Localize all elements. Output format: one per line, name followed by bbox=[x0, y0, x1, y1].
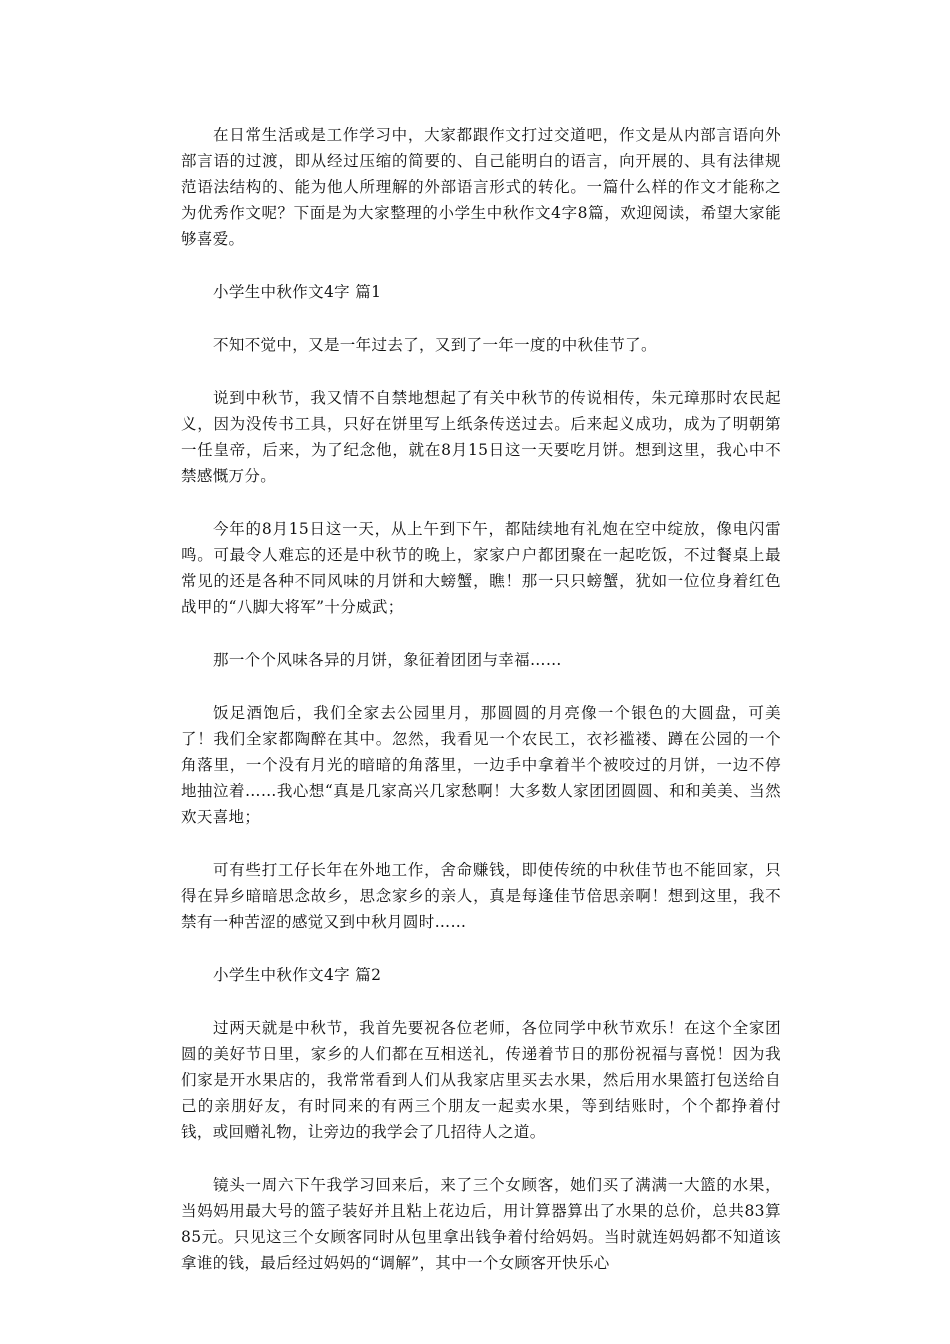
document-body bbox=[181, 122, 781, 1303]
paragraph: 那一个个风味各异的月饼，象征着团团与幸福…… bbox=[213, 651, 562, 669]
intro-paragraph: 在日常生活或是工作学习中，大家都跟作文打过交道吧，作文是从内部言语向外部言语的过渡，即从经过压缩的简要的、自己能明白的语言，向开展的、具有法律规范语法结构的、能为他人所理解的外部语言形式的转化。一篇什么样的作文才能称之为优秀作文呢？下面是为大家整理的小学生中秋作文4字8篇，欢迎阅读，希望大家能够喜爱。 bbox=[181, 126, 781, 248]
paragraph: 说到中秋节，我又情不自禁地想起了有关中秋节的传说相传，朱元璋那时农民起义，因为没传书工具，只好在饼里写上纸条传送过去。后来起义成功，成为了明朝第一任皇帝，后来，为了纪念他，就在8月15日这一天要吃月饼。想到这里，我心中不禁感慨万分。 bbox=[181, 389, 781, 485]
paragraph: 饭足酒饱后，我们全家去公园里月，那圆圆的月亮像一个银色的大圆盘，可美了！我们全家都陶醉在其中。忽然，我看见一个农民工，衣衫褴褛、蹲在公园的一个角落里，一个没有月光的暗暗的角落里，一边手中拿着半个被咬过的月饼，一边不停地抽泣着……我心想“真是几家高兴几家愁啊！大多数人家团团圆圆、和和美美、当然欢天喜地； bbox=[181, 704, 781, 826]
paragraph: 镜头一周六下午我学习回来后，来了三个女顾客，她们买了满满一大篮的水果，当妈妈用最大号的篮子装好并且粘上花边后，用计算器算出了水果的总价，总共83算85元。只见这三个女顾客同时从包里拿出钱争着付给妈妈。当时就连妈妈都不知道该拿谁的钱，最后经过妈妈的“调解”，其中一个女顾客开快乐心 bbox=[181, 1176, 781, 1272]
section-heading-1: 小学生中秋作文4字 篇1 bbox=[213, 283, 382, 301]
paragraph: 不知不觉中，又是一年过去了，又到了一年一度的中秋佳节了。 bbox=[213, 336, 657, 354]
paragraph: 过两天就是中秋节，我首先要祝各位老师，各位同学中秋节欢乐！在这个全家团圆的美好节日里，家乡的人们都在互相送礼，传递着节日的那份祝福与喜悦！因为我们家是开水果店的，我常常看到人们从我家店里买去水果，然后用水果篮打包送给自己的亲朋好友，有时同来的有两三个朋友一起卖水果，等到结账时，个个都挣着付钱，或回赠礼物，让旁边的我学会了几招待人之道。 bbox=[181, 1019, 781, 1141]
paragraph: 可有些打工仔长年在外地工作，舍命赚钱，即使传统的中秋佳节也不能回家，只得在异乡暗暗思念故乡，思念家乡的亲人，真是每逢佳节倍思亲啊！想到这里，我不禁有一种苦涩的感觉又到中秋月圆时…… bbox=[181, 861, 781, 931]
section-heading-2: 小学生中秋作文4字 篇2 bbox=[213, 966, 382, 984]
paragraph: 今年的8月15日这一天，从上午到下午，都陆续地有礼炮在空中绽放，像电闪雷鸣。可最令人难忘的还是中秋节的晚上，家家户户都团聚在一起吃饭，不过餐桌上最常见的还是各种不同风味的月饼和大螃蟹，瞧！那一只只螃蟹，犹如一位位身着红色战甲的“八脚大将军”十分威武； bbox=[181, 520, 781, 616]
